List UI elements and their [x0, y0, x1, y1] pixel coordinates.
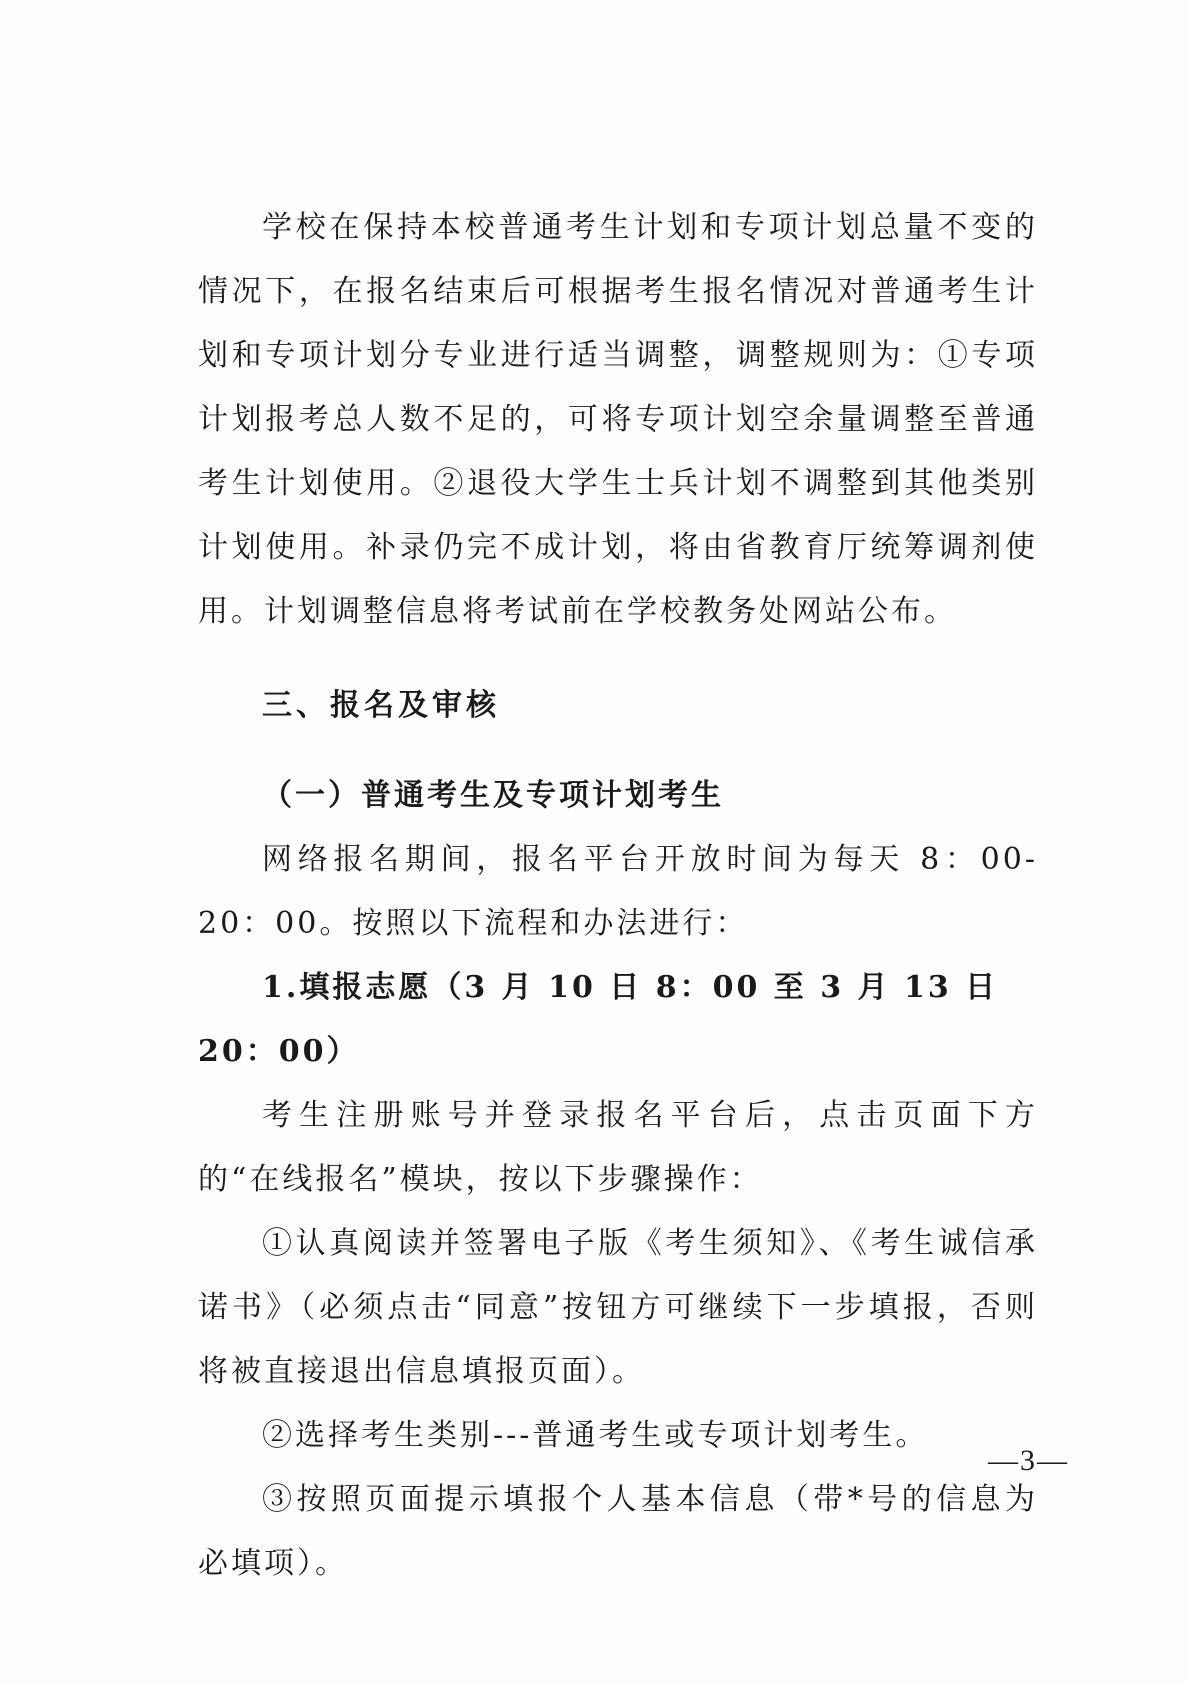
- paragraph-step-3: ③按照页面提示填报个人基本信息（带*号的信息为必填项）。: [198, 1482, 1038, 1581]
- paragraph-login-instructions: 考生注册账号并登录报名平台后，点击页面下方的“在线报名”模块，按以下步骤操作：: [198, 1098, 1038, 1197]
- paragraph-platform-hours: 网络报名期间，报名平台开放时间为每天 8：00-20：00。按照以下流程和办法进行：: [198, 842, 1038, 941]
- step-heading-fill-application: 1.填报志愿（3 月 10 日 8：00 至 3 月 13 日 20：00）: [198, 970, 999, 1069]
- paragraph-step-2: ②选择考生类别---普通考生或专项计划考生。: [262, 1418, 929, 1453]
- paragraph-step-1: ①认真阅读并签署电子版《考生须知》、《考生诚信承诺书》（必须点击“同意”按钮方可继续下一步填报，否则将被直接退出信息填报页面）。: [198, 1226, 1038, 1389]
- paragraph-plan-adjustment: 学校在保持本校普通考生计划和专项计划总量不变的情况下，在报名结束后可根据考生报名情况对普通考生计划和专项计划分专业进行适当调整，调整规则为：①专项计划报考总人数不足的，可将专项计划空余量调整至普通考生计划使用。②退役大学生士兵计划不调整到其他类别计划使用。补录仍完不成计划，将由省教育厅统筹调剂使用。计划调整信息将考试前在学校教务处网站公布。: [198, 210, 1038, 629]
- document-body: [198, 196, 1038, 1596]
- subsection-heading-general-students: （一）普通考生及专项计划考生: [262, 778, 724, 813]
- section-heading-registration: 三、报名及审核: [262, 688, 500, 723]
- page-number: —3—: [988, 1444, 1069, 1477]
